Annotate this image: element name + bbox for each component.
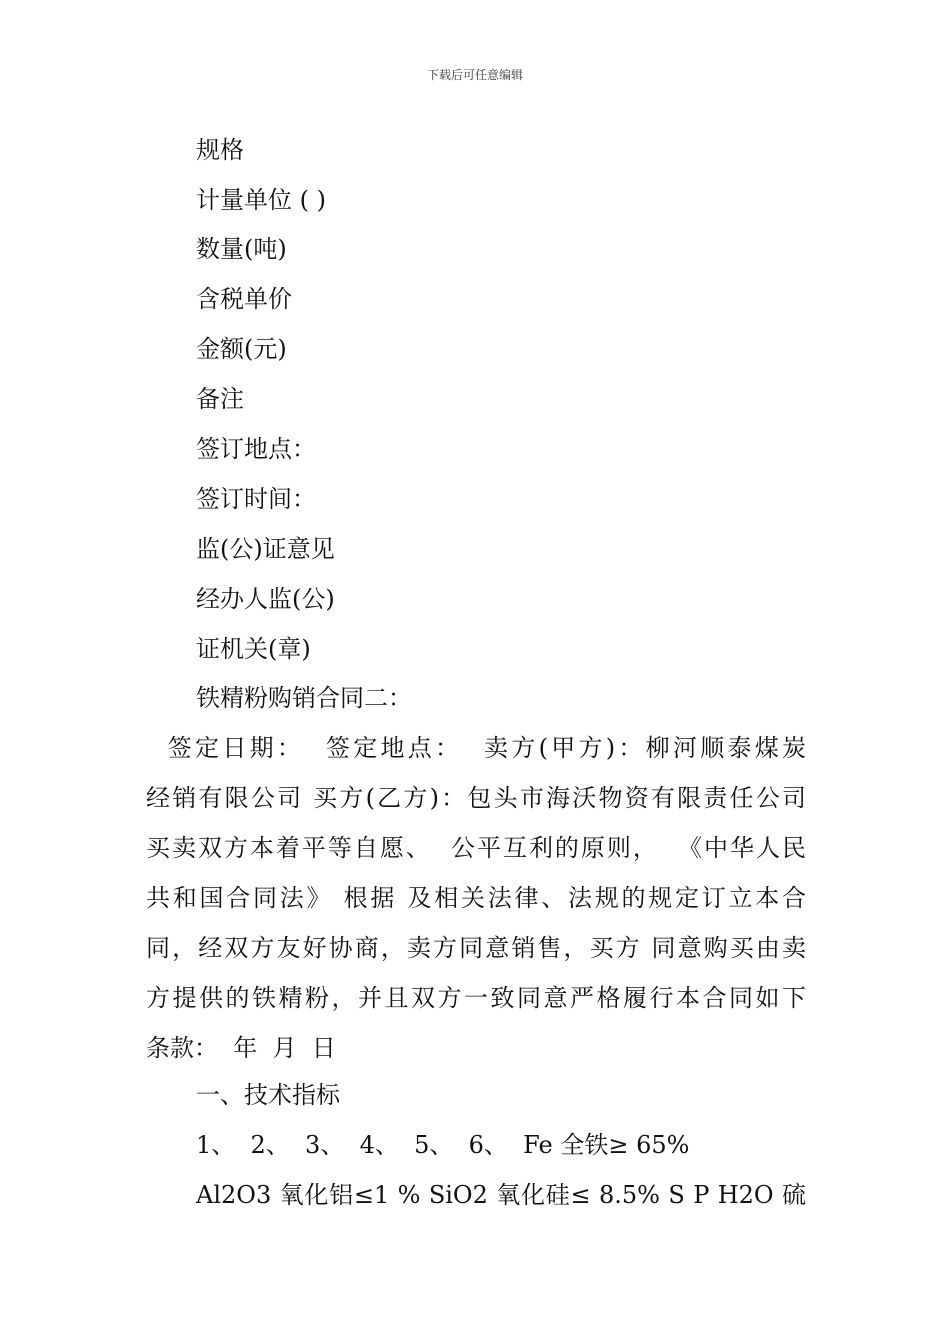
line-quantity: 数量(吨) (196, 235, 287, 263)
line-notary-office: 证机关(章) (196, 635, 311, 663)
contract-paragraph (146, 723, 806, 1073)
paragraph-line: 共和国合同法》 根据 及相关法律、法规的规定订立本合 (146, 884, 806, 912)
line-handler: 经办人监(公) (196, 585, 335, 613)
paragraph-line: 经销有限公司 买方(乙方)：包头市海沃物资有限责任公司 (146, 784, 806, 812)
line-unit-price: 含税单价 (196, 285, 292, 313)
section-heading: 一、技术指标 (196, 1081, 340, 1109)
line-notary-opinion: 监(公)证意见 (196, 535, 335, 563)
paragraph-line: 同，经双方友好协商，卖方同意销售，买方 同意购买由卖 (146, 934, 806, 962)
paragraph-line: 签定日期： 签定地点： 卖方(甲方)：柳河顺泰煤炭 (146, 734, 806, 762)
line-signing-time: 签订时间： (196, 485, 316, 513)
line-remarks: 备注 (196, 385, 244, 413)
line-signing-place: 签订地点： (196, 435, 316, 463)
page-header: 下载后可任意编辑 (426, 68, 523, 82)
line-amount: 金额(元) (196, 335, 287, 363)
line-unit: 计量单位 ( ) (196, 186, 326, 214)
paragraph-line: 买卖双方本着平等自愿、 公平互利的原则， 《中华人民 (146, 834, 806, 862)
specs-line: Al2O3 氧化铝≤1 % SiO2 氧化硅≤ 8.5% S P H2O 硫 (196, 1181, 806, 1209)
item-numbers-line: 1、 2、 3、 4、 5、 6、 Fe 全铁≥ 65% (196, 1131, 690, 1159)
paragraph-line: 方提供的铁精粉，并且双方一致同意严格履行本合同如下 (146, 984, 806, 1012)
paragraph-line: 条款： 年 月 日 (146, 1034, 336, 1062)
line-spec: 规格 (196, 136, 244, 164)
line-contract-title: 铁精粉购销合同二： (196, 684, 412, 712)
